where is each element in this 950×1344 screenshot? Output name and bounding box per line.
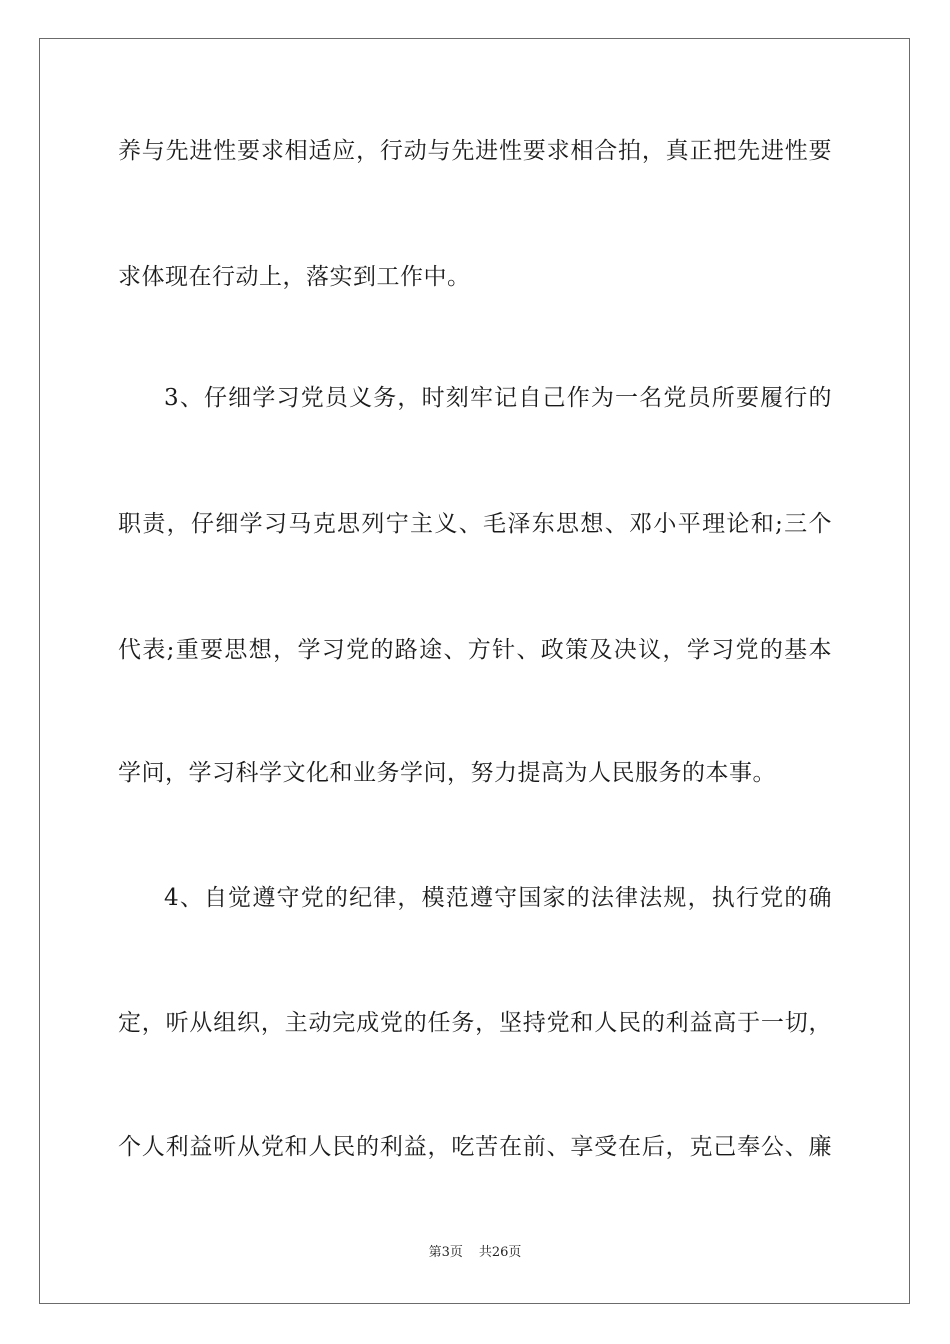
body-line-1: 养与先进性要求相适应，行动与先进性要求相合拍，真正把先进性要 bbox=[118, 138, 832, 164]
page-frame bbox=[39, 38, 910, 1304]
body-line-4: 职责，仔细学习马克思列宁主义、毛泽东思想、邓小平理论和;三个 bbox=[118, 511, 832, 537]
body-line-3: 3、仔细学习党员义务，时刻牢记自己作为一名党员所要履行的 bbox=[164, 385, 832, 411]
page-number: 第3页 bbox=[428, 1245, 463, 1260]
page-footer bbox=[0, 1244, 950, 1262]
body-line-2: 求体现在行动上，落实到工作中。 bbox=[118, 264, 471, 290]
body-line-8: 定，听从组织，主动完成党的任务，坚持党和人民的利益高于一切， bbox=[118, 1010, 832, 1036]
body-line-5: 代表;重要思想，学习党的路途、方针、政策及决议，学习党的基本 bbox=[118, 637, 832, 663]
body-line-9: 个人利益听从党和人民的利益，吃苦在前、享受在后，克己奉公、廉 bbox=[118, 1134, 832, 1160]
body-line-7: 4、自觉遵守党的纪律，模范遵守国家的法律法规，执行党的确 bbox=[164, 885, 832, 911]
body-line-6: 学问，学习科学文化和业务学问，努力提高为人民服务的本事。 bbox=[118, 760, 776, 786]
page-total: 共26页 bbox=[478, 1245, 522, 1260]
